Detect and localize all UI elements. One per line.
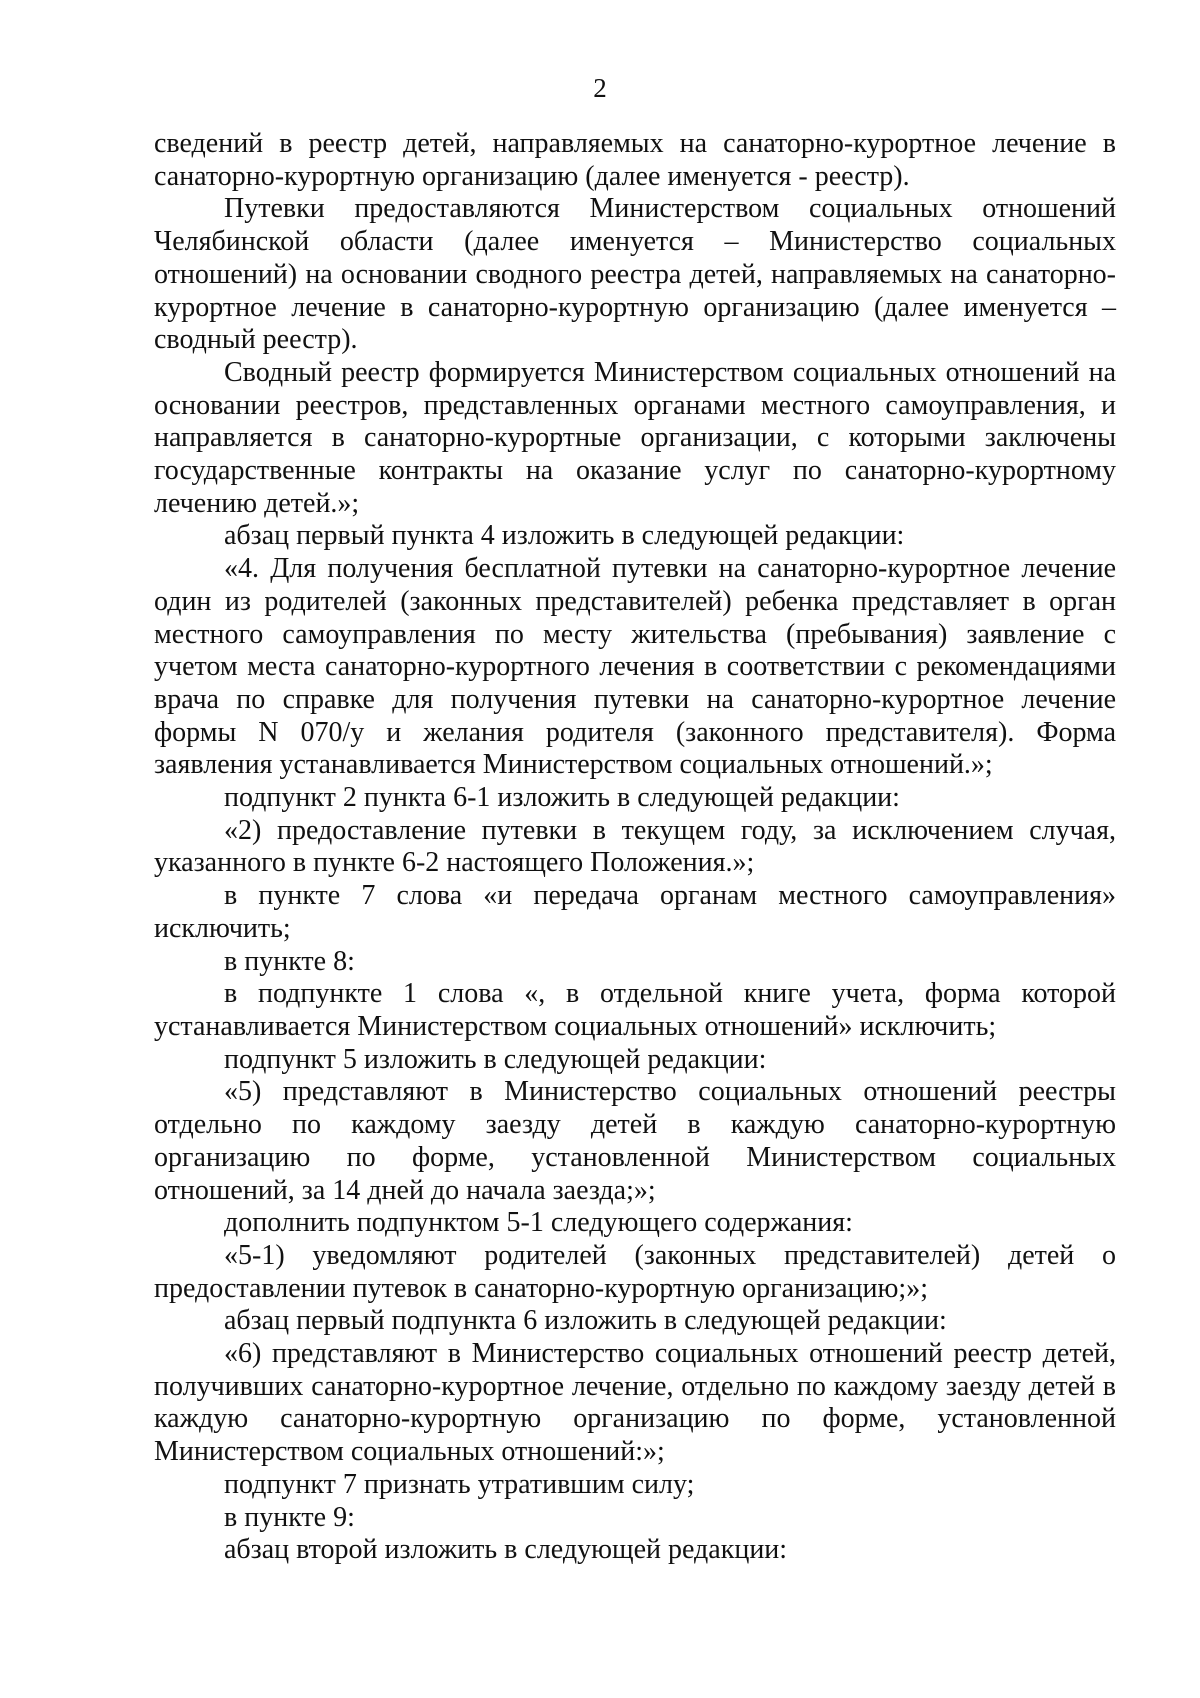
paragraph: в подпункте 1 слова «, в отдельной книге учета, форма которой устанавливается Министерством социальных отношений» исключить;: [154, 978, 1116, 1042]
paragraph: абзац второй изложить в следующей редакции:: [224, 1534, 788, 1566]
paragraph: «2) предоставление путевки в текущем году, за исключением случая, указанного в пункте 6-2 настоящего Положения.»;: [154, 814, 1116, 879]
paragraph: подпункт 5 изложить в следующей редакции:: [224, 1043, 767, 1075]
paragraph: подпункт 2 пункта 6-1 изложить в следующей редакции:: [224, 782, 900, 814]
paragraph: «5) представляют в Министерство социальных отношений реестры отдельно по каждому заезду детей в каждую санаторно-курортную организацию по форме, установленной Министерством социальных отношений, за 14 дней до начала заезда;»;: [154, 1076, 1116, 1206]
paragraph: Сводный реестр формируется Министерством социальных отношений на основании реестров, представленных органами местного самоуправления, и направляется в санаторно-курортные организации, с которыми заключены государственные контракты на оказание услуг по санаторно-курортному лечению детей.»;: [154, 356, 1116, 519]
paragraph: в пункте 8:: [224, 945, 355, 977]
paragraph: абзац первый пункта 4 изложить в следующей редакции:: [224, 520, 905, 552]
paragraph: «5-1) уведомляют родителей (законных представителей) детей о предоставлении путевок в санаторно-курортную организацию;»;: [154, 1239, 1116, 1304]
paragraph: «6) представляют в Министерство социальных отношений реестр детей, получивших санаторно-курортное лечение, отдельно по каждому заезду детей в каждую санаторно-курортную организацию по форме, установленной Министерством социальных отношений:»;: [154, 1338, 1116, 1468]
page-number: 2: [593, 73, 607, 103]
paragraph: в пункте 7 слова «и передача органам местного самоуправления» исключить;: [154, 880, 1116, 944]
paragraph: «4. Для получения бесплатной путевки на санаторно-курортное лечение один из родителей (законных представителей) ребенка представляет в орган местного самоуправления по месту жительства (пребывания) заявление с учетом места санаторно-курортного лечения в соответствии с рекомендациями врача по справке для получения путевки на санаторно-курортное лечение формы N 070/у и желания родителя (законного представителя). Форма заявления устанавливается Министерством социальных отношений.»;: [154, 553, 1116, 781]
paragraph: абзац первый подпункта 6 изложить в следующей редакции:: [224, 1305, 947, 1337]
paragraph-continuation: сведений в реестр детей, направляемых на санаторно-курортное лечение в санаторно-курортную организацию (далее именуется - реестр).: [154, 128, 1116, 192]
paragraph: дополнить подпунктом 5-1 следующего содержания:: [224, 1207, 853, 1239]
document-body: [154, 128, 1116, 1567]
paragraph: Путевки предоставляются Министерством социальных отношений Челябинской области (далее именуется – Министерство социальных отношений) на основании сводного реестра детей, направляемых на санаторно-курортное лечение в санаторно-курортную организацию (далее именуется – сводный реестр).: [154, 193, 1116, 356]
paragraph: в пункте 9:: [224, 1501, 355, 1533]
paragraph: подпункт 7 признать утратившим силу;: [224, 1468, 695, 1500]
